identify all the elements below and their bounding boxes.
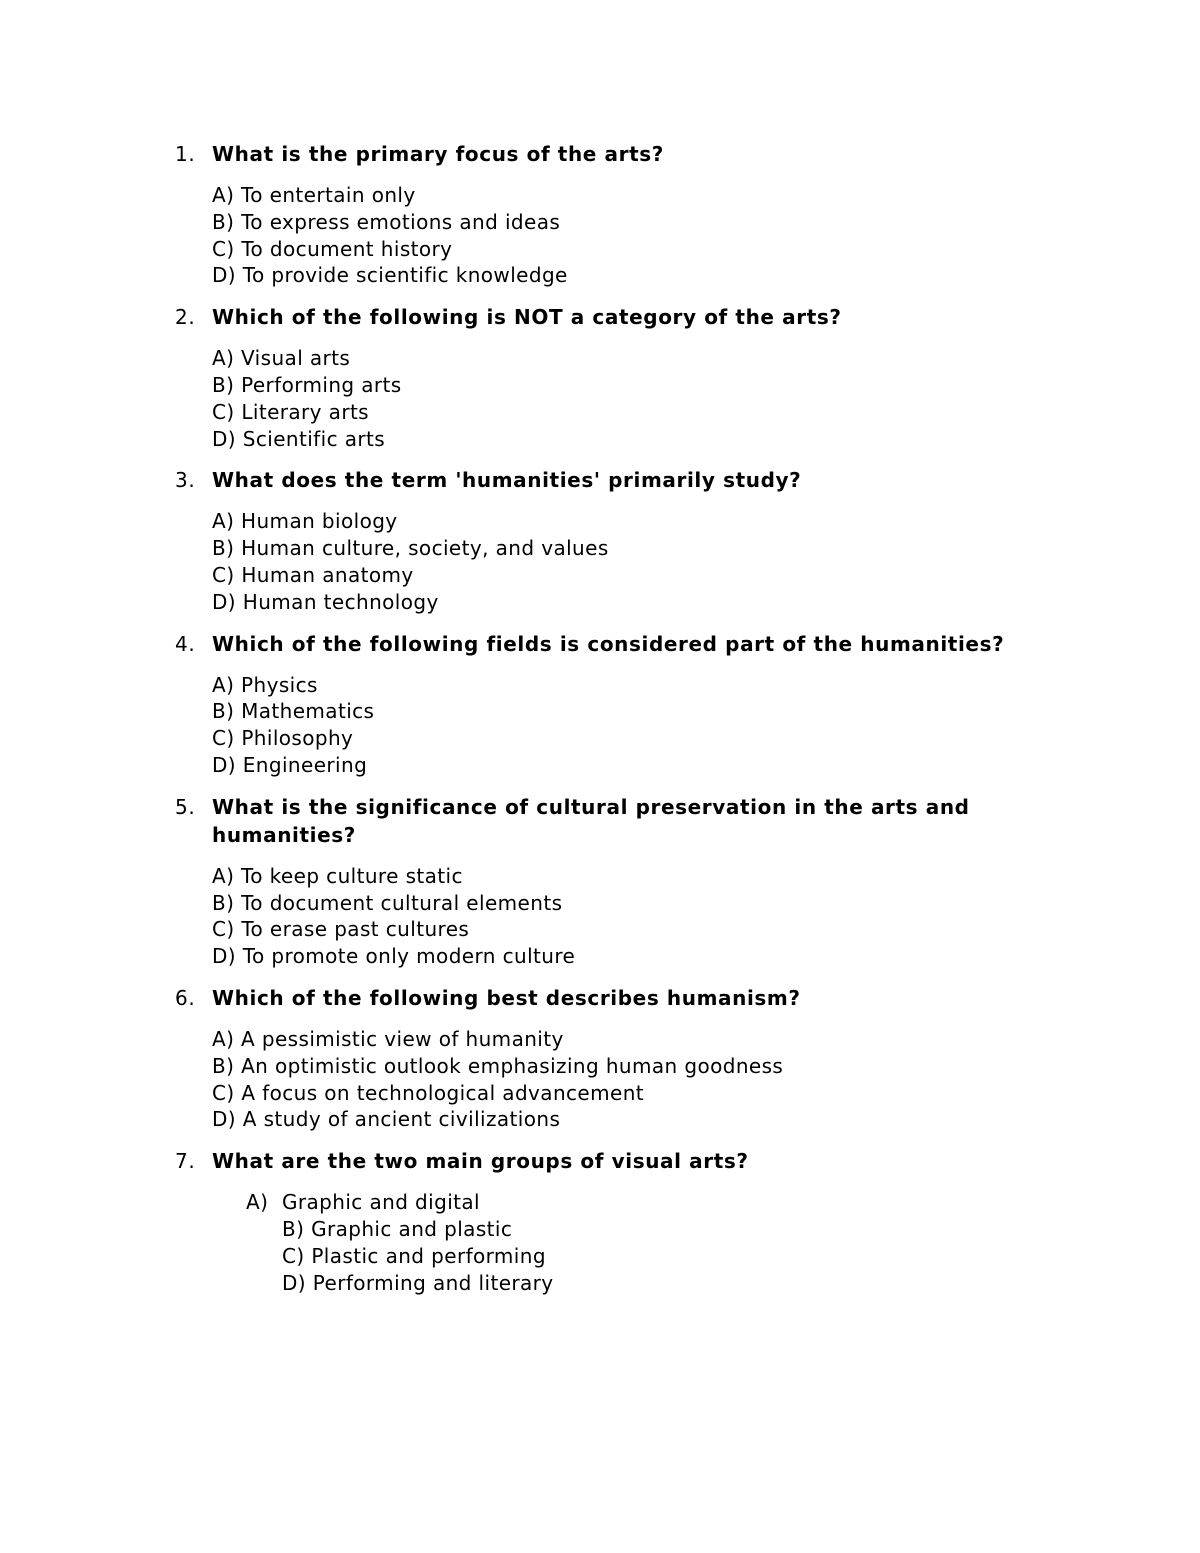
option-a: A) Human biology [212, 509, 398, 534]
option-a: A) To keep culture static [212, 863, 463, 888]
question-text: Which of the following is NOT a category of the arts? [212, 305, 842, 330]
question-number: 6. [175, 985, 196, 1010]
option-b: B) Human culture, society, and values [212, 536, 609, 561]
option-d: D) Human technology [212, 589, 439, 614]
option-list [212, 863, 1200, 970]
question-number: 7. [175, 1149, 196, 1174]
option-c: C) Literary arts [212, 399, 370, 424]
option-list [212, 508, 1200, 615]
option-c: C) Philosophy [212, 726, 354, 751]
option-d: D) Engineering [212, 752, 368, 777]
option-list [246, 1189, 1200, 1296]
option-a: A) Visual arts [212, 346, 351, 371]
quiz-question-list [0, 140, 1200, 1310]
option-a: A) Physics [212, 672, 318, 697]
question-text: What does the term 'humanities' primarily study? [212, 468, 802, 493]
question-number: 3. [175, 468, 196, 493]
option-list [212, 672, 1200, 779]
option-d: D) To provide scientific knowledge [212, 263, 568, 288]
question-4 [0, 630, 1200, 779]
option-c: C) Human anatomy [212, 562, 414, 587]
option-a: A) A pessimistic view of humanity [212, 1026, 564, 1051]
question-number: 4. [175, 631, 196, 656]
option-c: C) To document history [212, 236, 453, 261]
option-a: A) To entertain only [212, 183, 416, 207]
option-list [212, 182, 1200, 289]
option-b: B) Mathematics [212, 699, 375, 724]
option-b: B) Graphic and plastic [282, 1216, 513, 1241]
option-list [212, 1026, 1200, 1133]
question-text: What are the two main groups of visual arts? [212, 1149, 749, 1174]
question-text: Which of the following best describes humanism? [212, 985, 801, 1010]
option-d: D) To promote only modern culture [212, 944, 576, 969]
option-letter: A) [246, 1190, 269, 1215]
question-7 [0, 1147, 1200, 1296]
option-d: D) Scientific arts [212, 426, 386, 451]
question-1 [0, 140, 1200, 289]
question-2 [0, 303, 1200, 452]
option-c: C) To erase past cultures [212, 917, 470, 942]
option-a [246, 1189, 1200, 1216]
question-text: What is the significance of cultural preservation in the arts and humanities? [212, 794, 970, 847]
question-number: 5. [175, 794, 196, 819]
option-b: B) An optimistic outlook emphasizing human goodness [212, 1053, 784, 1078]
question-number: 1. [175, 142, 196, 166]
option-list [212, 345, 1200, 452]
option-d: D) Performing and literary [282, 1270, 554, 1295]
question-text: What is the primary focus of the arts? [212, 142, 664, 166]
question-5 [0, 793, 1200, 970]
question-3 [0, 466, 1200, 615]
option-text: Graphic and digital [282, 1190, 481, 1215]
option-b: B) To document cultural elements [212, 890, 563, 915]
option-d: D) A study of ancient civilizations [212, 1107, 561, 1132]
question-number: 2. [175, 305, 196, 330]
option-b: B) Performing arts [212, 372, 402, 397]
option-c: C) A focus on technological advancement [212, 1080, 645, 1105]
option-c: C) Plastic and performing [282, 1243, 546, 1268]
question-6 [0, 984, 1200, 1133]
question-text: Which of the following fields is considered part of the humanities? [212, 631, 1005, 656]
option-b: B) To express emotions and ideas [212, 209, 561, 234]
